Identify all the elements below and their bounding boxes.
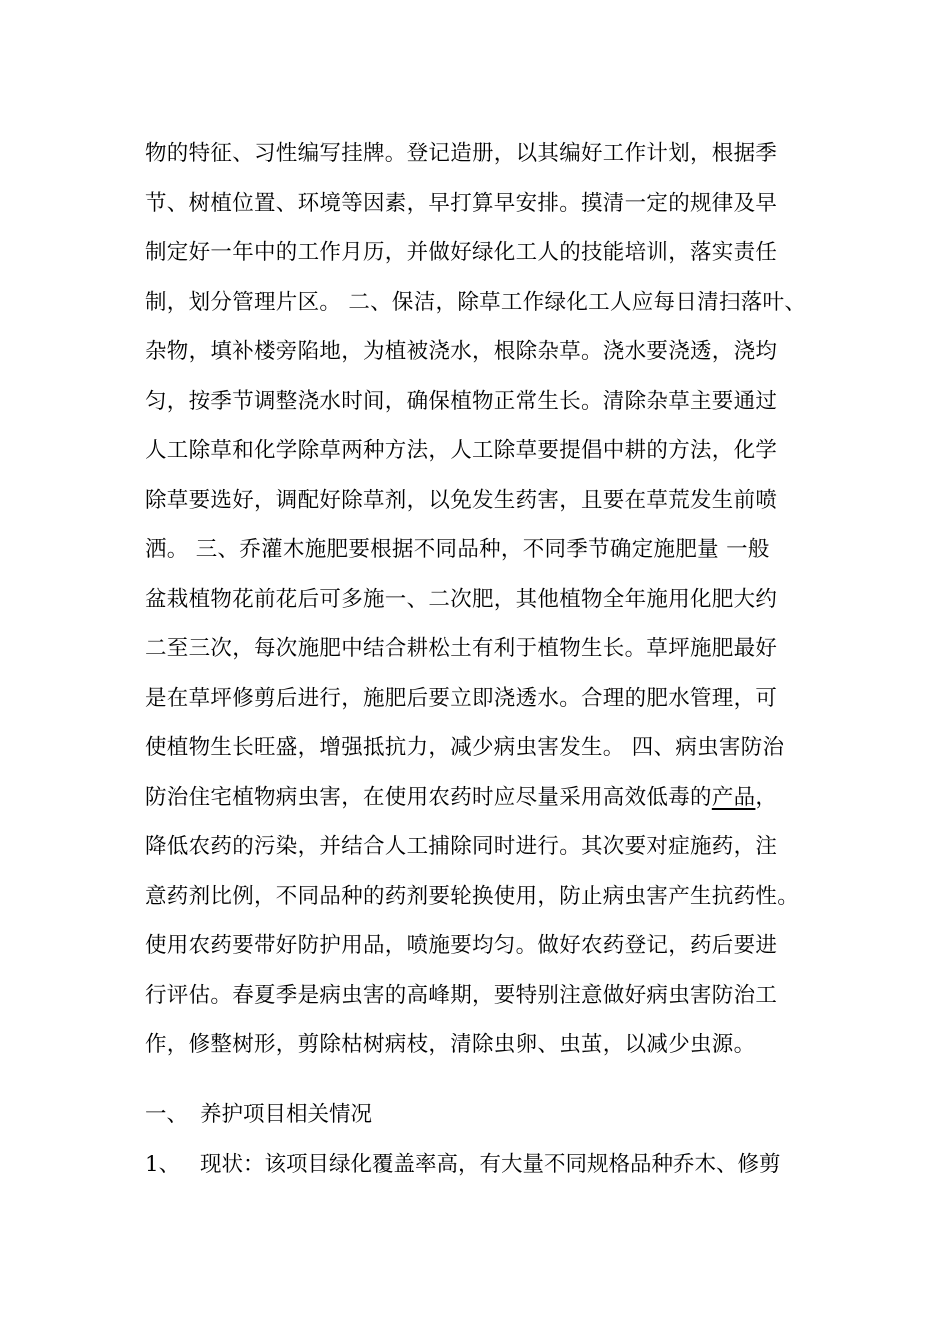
- paragraph-line: 人工除草和化学除草两种方法，人工除草要提倡中耕的方法，化学: [145, 438, 778, 463]
- paragraph-text: ，: [755, 784, 778, 810]
- item-number: 1、: [145, 1152, 181, 1177]
- paragraph-line-with-link: [145, 779, 825, 829]
- paragraph-line: 意药剂比例，不同品种的药剂要轮换使用，防止病虫害产生抗药性。: [145, 883, 800, 909]
- paragraph-line: 杂物，填补楼旁陷地，为植被浇水，根除杂草。浇水要浇透，浇均: [145, 339, 778, 364]
- paragraph-line: 匀，按季节调整浇水时间，确保植物正常生长。清除杂草主要通过: [145, 388, 778, 414]
- section-title: 养护项目相关情况: [200, 1102, 373, 1127]
- paragraph-line: 节、树植位置、环境等因素，早打算早安排。摸清一定的规律及早: [145, 190, 778, 216]
- paragraph-line: 制定好一年中的工作月历，并做好绿化工人的技能培训，落实责任: [145, 240, 778, 265]
- paragraph-line: 盆栽植物花前花后可多施一、二次肥，其他植物全年施用化肥大约: [145, 586, 778, 612]
- paragraph-line: 使植物生长旺盛，增强抵抗力，减少病虫害发生。 四、病虫害防治: [145, 735, 785, 760]
- paragraph-line: 作，修整树形，剪除枯树病枝，清除虫卵、虫茧，以减少虫源。: [145, 1032, 756, 1057]
- product-link[interactable]: 产品: [711, 784, 756, 810]
- section-heading: [145, 1096, 372, 1134]
- section-number: 一、: [145, 1102, 189, 1127]
- body-paragraph: [145, 135, 825, 1076]
- item-text: 现状：该项目绿化覆盖率高，有大量不同规格品种乔木、修剪: [200, 1152, 781, 1177]
- paragraph-line: 制，划分管理片区。 二、保洁，除草工作绿化工人应每日清扫落叶、: [145, 289, 807, 315]
- paragraph-line: 二至三次，每次施肥中结合耕松土有利于植物生长。草坪施肥最好: [145, 636, 778, 661]
- list-item: [145, 1146, 781, 1184]
- paragraph-line: 降低农药的污染，并结合人工捕除同时进行。其次要对症施药，注: [145, 834, 778, 859]
- paragraph-line: 是在草坪修剪后进行，施肥后要立即浇透水。合理的肥水管理，可: [145, 685, 778, 711]
- paragraph-line: 除草要选好，调配好除草剂，以免发生药害，且要在草荒发生前喷: [145, 487, 778, 513]
- paragraph-line: 物的特征、习性编写挂牌。登记造册，以其编好工作计划，根据季: [145, 141, 778, 166]
- paragraph-line: 使用农药要带好防护用品，喷施要均匀。做好农药登记，药后要进: [145, 933, 778, 958]
- paragraph-line: 行评估。春夏季是病虫害的高峰期，要特别注意做好病虫害防治工: [145, 982, 778, 1008]
- paragraph-line: 洒。 三、乔灌木施肥要根据不同品种，不同季节确定施肥量 一般: [145, 537, 770, 562]
- paragraph-text: 防治住宅植物病虫害，在使用农药时应尽量采用高效低毒的: [145, 784, 712, 810]
